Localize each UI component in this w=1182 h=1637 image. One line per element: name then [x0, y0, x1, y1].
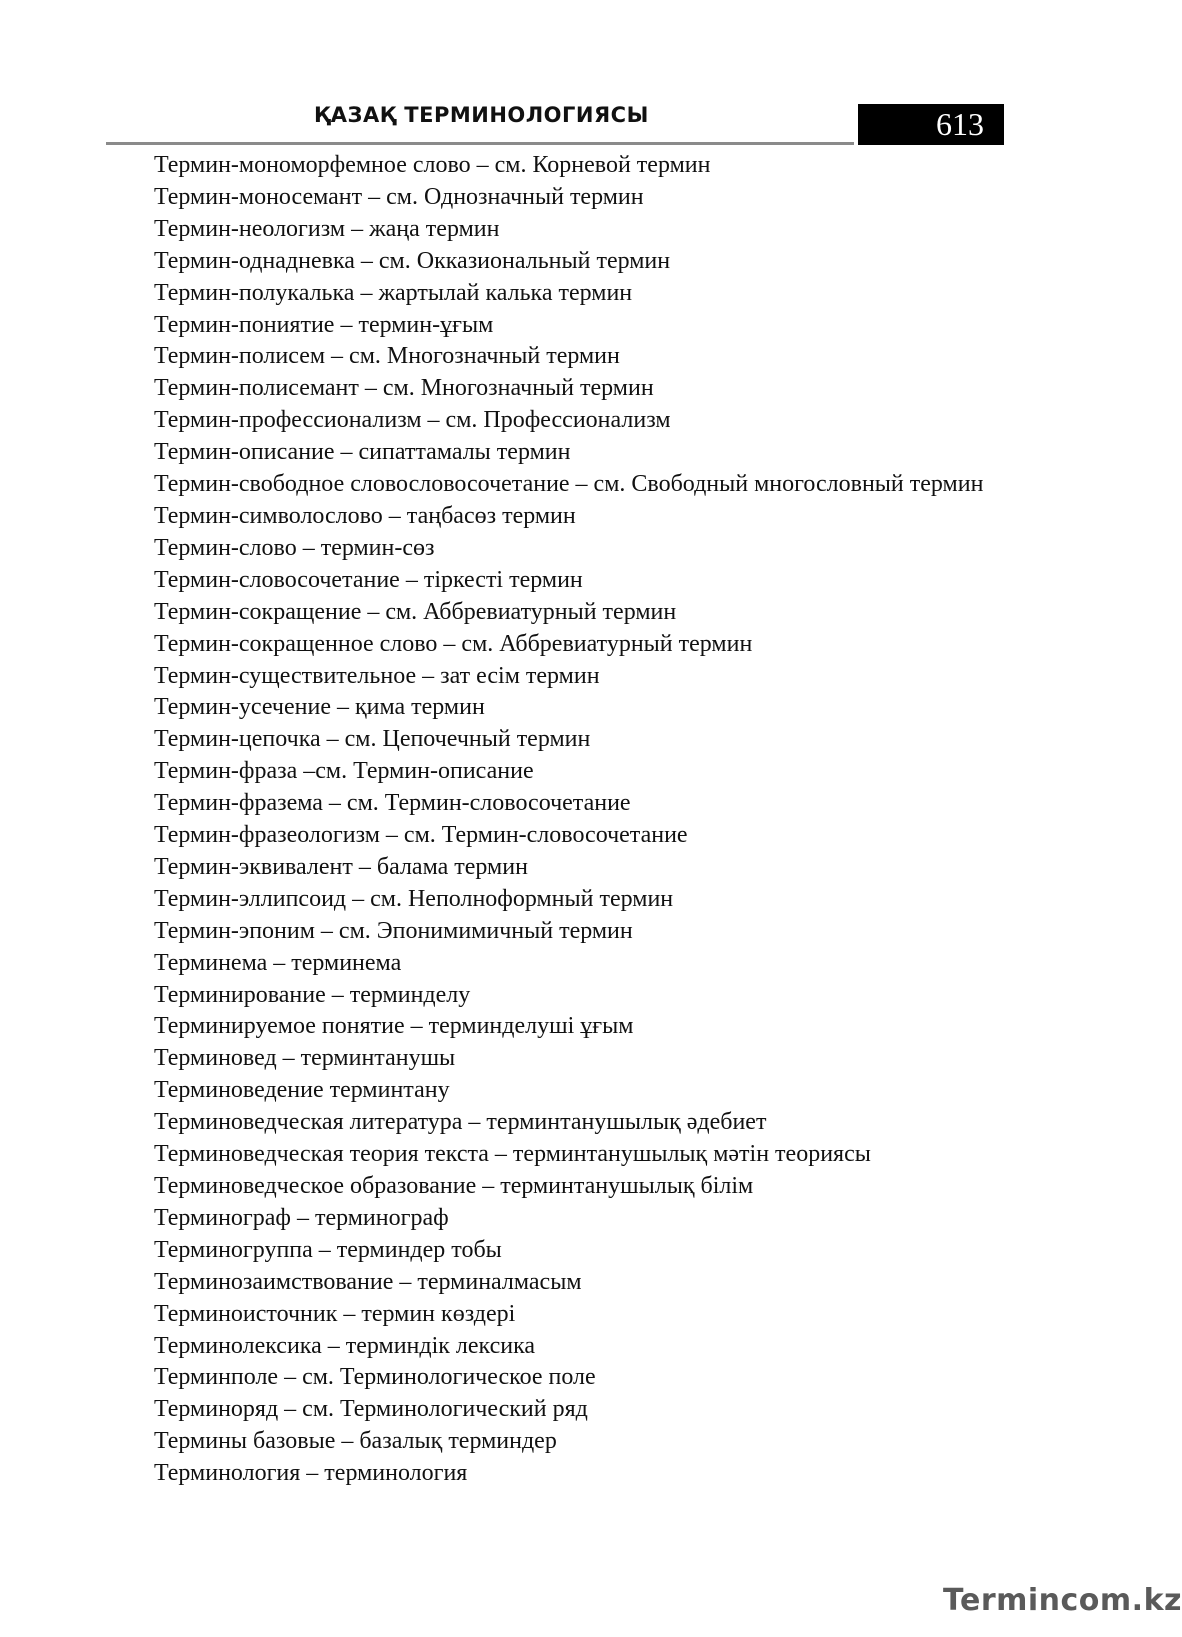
glossary-entry: Терминология – терминология [154, 1460, 468, 1487]
glossary-entry: Терминоведение терминтану [154, 1077, 450, 1104]
glossary-entry: Термин-профессионализм – см. Профессионализм [154, 407, 671, 434]
glossary-entry: Терминолексика – терминдік лексика [154, 1332, 536, 1359]
glossary-entries [106, 150, 1004, 1490]
glossary-entry: Терминозаимствование – терминалмасым [154, 1268, 582, 1295]
glossary-entry: Терминовед – терминтанушы [154, 1045, 456, 1072]
glossary-entry: Терминоряд – см. Терминологический ряд [154, 1396, 588, 1423]
glossary-entry: Термин-сокращение – см. Аббревиатурный термин [154, 598, 677, 625]
glossary-entry: Термин-существительное – зат есім термин [154, 662, 600, 689]
glossary-entry: Терминема – терминема [154, 949, 402, 976]
glossary-entry: Термин-полукалька – жартылай калька термин [154, 279, 633, 306]
glossary-entry: Терминируемое понятие – терминделуші ұғым [154, 1013, 634, 1040]
glossary-entry: Термин-эллипсоид – см. Неполноформный термин [154, 885, 674, 912]
glossary-entry: Термин-усечение – қима термин [154, 694, 485, 721]
glossary-entry: Термин-фразеологизм – см. Термин-словосочетание [154, 822, 688, 849]
watermark-logo: Termincom.kz [943, 1583, 1182, 1618]
header-rule [106, 142, 854, 145]
glossary-entry: Терминогруппа – терминдер тобы [154, 1236, 502, 1263]
glossary-entry: Термин-пониятие – термин-ұғым [154, 311, 494, 338]
glossary-entry: Термин-фразема – см. Термин-словосочетание [154, 790, 631, 817]
glossary-entry: Термин-слово – термин-сөз [154, 534, 435, 561]
glossary-entry: Термин-полисемант – см. Многозначный термин [154, 375, 654, 402]
glossary-entry: Термин-моносемант – см. Однозначный термин [154, 183, 644, 210]
glossary-entry: Термин-однадневка – см. Окказиональный термин [154, 247, 671, 274]
glossary-entry: Термин-фраза –см. Термин-описание [154, 758, 534, 785]
glossary-entry: Терминоведческая теория текста – терминтанушылық мәтін теориясы [154, 1141, 871, 1168]
glossary-entry: Термин-эквивалент – балама термин [154, 853, 528, 880]
glossary-entry: Термин-мономорфемное слово – см. Корневой термин [154, 152, 711, 178]
running-header-title: ҚАЗАҚ ТЕРМИНОЛОГИЯСЫ [314, 103, 649, 127]
glossary-entry: Термин-сокращенное слово – см. Аббревиатурный термин [154, 630, 753, 657]
glossary-entry: Терминоведческая литература – терминтанушылық әдебиет [154, 1109, 767, 1136]
glossary-entry: Терминоисточник – термин көздері [154, 1300, 516, 1327]
glossary-entry: Терминограф – терминограф [154, 1204, 449, 1231]
glossary-entry: Термины базовые – базалық терминдер [154, 1428, 557, 1455]
glossary-entry: Термин-описание – сипаттамалы термин [154, 439, 571, 466]
glossary-entry: Терминоведческое образование – терминтанушылық білім [154, 1173, 754, 1199]
glossary-entry: Терминполе – см. Терминологическое поле [154, 1364, 596, 1391]
page-number: 613 [936, 106, 984, 142]
glossary-entry: Термин-эпоним – см. Эпонимимичный термин [154, 917, 633, 944]
glossary-entry: Терминирование – терминделу [154, 981, 471, 1008]
page-number-box [858, 104, 1004, 145]
glossary-entry: Термин-цепочка – см. Цепочечный термин [154, 726, 591, 753]
glossary-entry: Термин-неологизм – жаңа термин [154, 215, 500, 242]
glossary-entry: Термин-словосочетание – тіркесті термин [154, 566, 583, 593]
glossary-entry: Термин-полисем – см. Многозначный термин [154, 343, 620, 370]
glossary-entry: Термин-свободное словословосочетание – см. Свободный многословный термин [154, 471, 984, 498]
glossary-entry: Термин-символослово – таңбасөз термин [154, 502, 576, 529]
